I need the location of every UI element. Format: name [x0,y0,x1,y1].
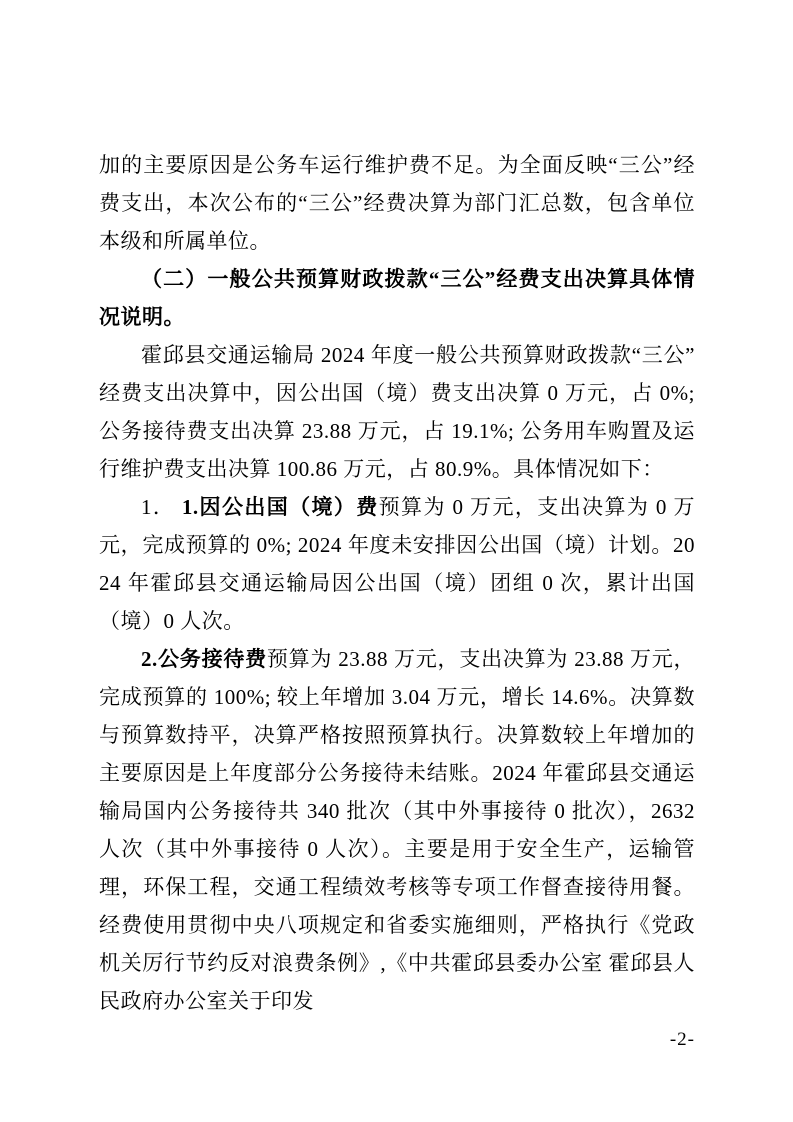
item-2-bold-title: 2.公务接待费 [141,647,267,671]
paragraph-item-2-reception [99,640,695,1020]
document-content [99,146,695,1054]
section-heading: （二）一般公共预算财政拨款“三公”经费支出决算具体情况说明。 [99,267,695,329]
item-1-body-text: 预算为 0 万元，支出决算为 0 万元，完成预算的 0%; 2024 年度未安排因公出国（境）计划。2024 年霍邱县交通运输局因公出国（境）团组 0 次，累计出国（境）0 人次。 [99,495,696,633]
paragraph-item-1-abroad [99,488,695,640]
page-number: -2- [669,1029,695,1050]
item-1-list-number: 1． [141,495,182,519]
paragraph-overview: 霍邱县交通运输局 2024 年度一般公共预算财政拨款“三公”经费支出决算中，因公出国（境）费支出决算 0 万元，占 0%; 公务接待费支出决算 23.88 万元，占 19.1%; 公务用车购置及运行维护费支出决算 100.86 万元，占 80.9%。具体情况如下： [99,343,695,481]
item-2-body-text: 预算为 23.88 万元，支出决算为 23.88 万元，完成预算的 100%; 较上年增加 3.04 万元，增长 14.6%。决算数与预算数持平，决算严格按照预算执行。决算数较上年增加的主要原因是上年度部分公务接待未结账。2024 年霍邱县交通运输局国内公务接待共 340 批次（其中外事接待 0 批次），2632 人次（其中外事接待 0 人次）。主要是用于安全生产，运输管理，环保工程，交通工程绩效考核等专项工作督查接待用餐。经费使用贯彻中央八项规定和省委实施细则，严格执行《党政机关厉行节约反对浪费条例》,《中共霍邱县委办公室 霍邱县人民政府办公室关于印发 [99,647,696,1013]
item-1-bold-title: 1.因公出国（境）费 [181,495,379,519]
paragraph-continuation: 加的主要原因是公务车运行维护费不足。为全面反映“三公”经费支出，本次公布的“三公”经费决算为部门汇总数，包含单位本级和所属单位。 [99,153,695,253]
